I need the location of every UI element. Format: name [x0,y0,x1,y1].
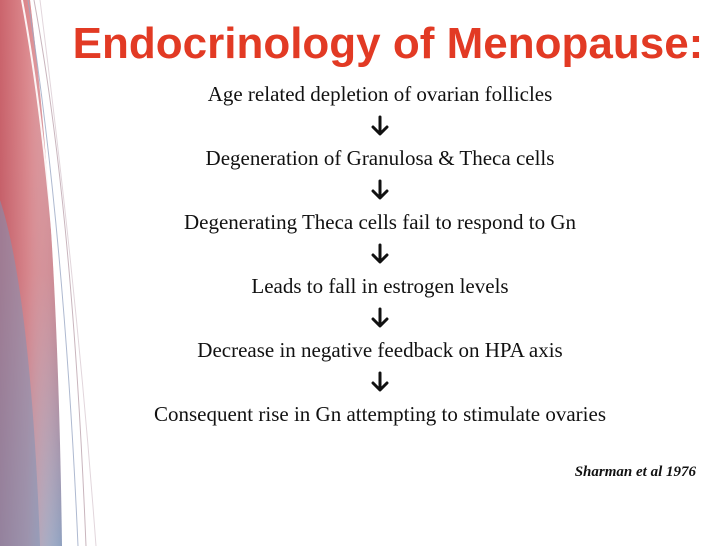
step-5: Decrease in negative feedback on HPA axis [197,338,563,362]
citation: Sharman et al 1976 [574,464,696,480]
title-graphic [48,8,728,74]
step-2: Degeneration of Granulosa & Theca cells [205,146,555,170]
title-text: Endocrinology of Menopause: [72,19,704,68]
arrow-down-icon [110,371,650,398]
step-6: Consequent rise in Gn attempting to stimulate ovaries [153,402,606,426]
decorative-side-band [0,0,120,546]
slide-title [48,8,728,74]
step-3: Degenerating Theca cells fail to respond to Gn [183,210,577,234]
side-band-graphic [0,0,120,546]
arrow-down-icon [110,243,650,270]
step-4: Leads to fall in estrogen levels [251,274,509,298]
arrow-down-icon [110,115,650,142]
arrow-down-icon [110,307,650,334]
step-1: Age related depletion of ovarian follicles [207,82,553,106]
arrow-down-icon [110,179,650,206]
